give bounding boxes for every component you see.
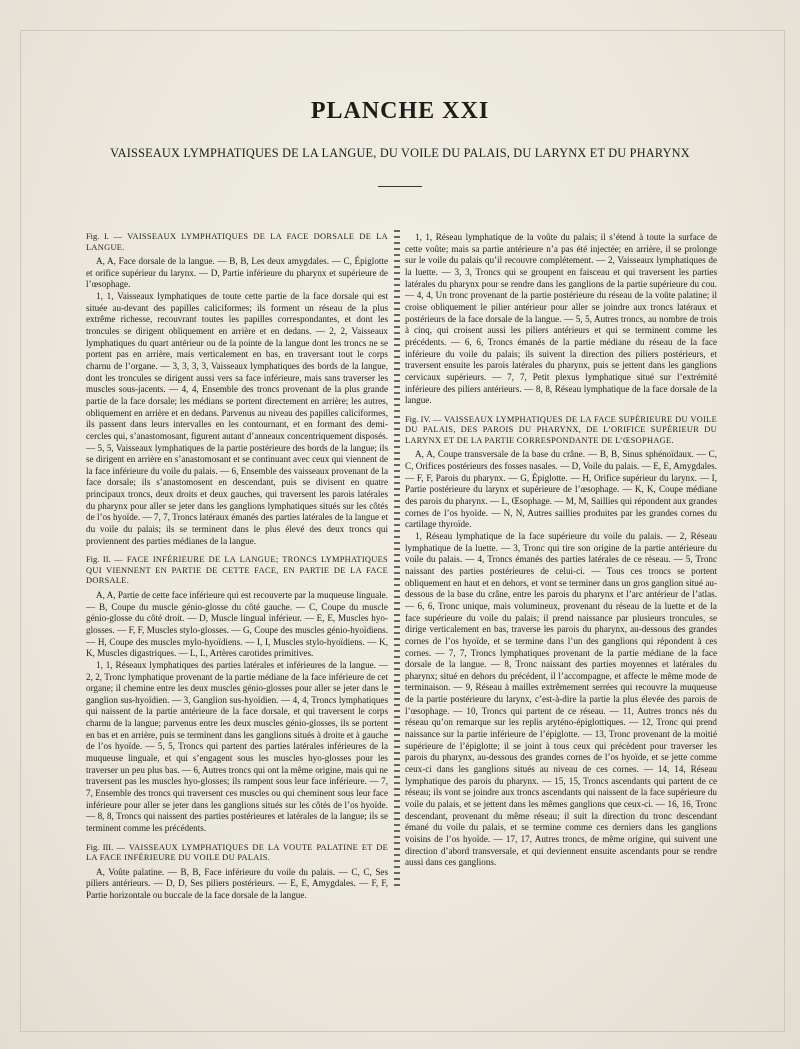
fig2-legend-letters: A, A, Partie de cette face inférieure qui est recouverte par la muqueuse linguale. — B, Coupe du muscle génio-glosse du côté gauche. — C, Coupe du muscle génio-glosse du côté droit. — D, Muscle lingual inférieur. — E, E, Muscles hyo-glosses. — F, F, Muscles stylo-glosses. — G, Coupe des muscles génio-hyoïdiens. — H, Coupe des muscles mylo-hyoïdiens. — I, I, Muscles stylo-hyoïdiens. — K, K, Muscles digastriques. — L, L, Artères carotides primitives.: [86, 589, 388, 659]
fig4-heading: [405, 415, 717, 447]
column-divider: [394, 230, 400, 890]
fig3-caption: — VAISSEAUX LYMPHATIQUES DE LA VOUTE PALATINE ET DE LA FACE INFÉRIEURE DU VOILE DU PALAIS.: [86, 842, 389, 863]
fig3-heading: [86, 843, 388, 864]
plate-title: PLANCHE XXI: [310, 98, 490, 124]
fig1-legend-numbers: 1, 1, Vaisseaux lymphatiques de toute cette partie de la face dorsale qui est située au-devant des papilles caliciformes; ils forment un réseau de la plus extrême richesse, recouvrant toutes les papilles correspondantes, et dont les troncules se dirigent obliquement en arrière et en dedans. — 2, 2, Vaisseaux lymphatiques du quart antérieur ou de la pointe de la langue dont les troncs ne se portent pas en arrière, mais verticalement en bas, en traversant tout le corps charnu de l’organe. — 3, 3, 3, 3, Vaisseaux lymphatiques des bords de la langue, dont les troncules se dirigent aussi vers sa face inférieure, mais sans traverser les muscles sous-jacents. — 4, 4, Ensemble des troncs provenant de la plus grande partie de la face dorsale; les médians se portent directement en arrière; les autres, obliquement en arrière et en dedans. Parvenus au niveau des papilles caliciformes, ils passent dans leurs intervalles en les contournant, et en formant des demi-cercles qui, s’anastomosant, figurent autant d’anneaux concentriquement disposés. — 5, 5, Vaisseaux lymphatiques de la partie postérieure des bords de la langue; ils se dirigent en arrière en s’anastomosant et se continuant avec ceux qui viennent de la face inférieure du voile du palais. — 6, Ensemble des vaisseaux provenant de la face dorsale; ils s’anastomosent en descendant, puis se divisent en quatre principaux troncs, deux droits et deux gauches, qui traversent les parois latérales du pharynx pour aller se jeter dans les ganglions lymphatiques situés sur les côtés de l’os hyoïde. — 7, 7, Troncs latéraux émanés des parties latérales de la langue et du voile du palais; ils se terminent dans le plus élevé des deux troncs qui proviennent des parties médianes de la langue.: [86, 290, 388, 546]
fig4-caption: — VAISSEAUX LYMPHATIQUES DE LA FACE SUPÉRIEURE DU VOILE DU PALAIS, DES PAROIS DU PHARYNX, DE L’ORIFICE SUPÉRIEUR DU LARYNX ET DE LA PARTIE CORRESPONDANTE DE L’ŒSOPHAGE.: [405, 414, 718, 445]
fig4-legend-letters: A, A, Coupe transversale de la base du crâne. — B, B, Sinus sphénoïdaux. — C, C, Orifices postérieurs des fosses nasales. — D, Voile du palais. — E, E, Amygdales. — F, F, Parois du pharynx. — G, Épiglotte. — H, Orifice supérieur du larynx. — I, Partie postérieure du larynx et supérieure de l’œsophage. — K, K, Coupe médiane des parois du pharynx. — L, Œsophage. — M, M, Saillies qui répondent aux grandes cornes de l’os hyoïde. — N, N, Autres saillies produites par les grandes cornes du cartilage thyroïde.: [405, 449, 717, 530]
fig1-heading: [86, 232, 388, 253]
fig2-legend-numbers: 1, 1, Réseaux lymphatiques des parties latérales et inférieures de la langue. — 2, 2, Tronc lymphatique provenant de la partie médiane de la face inférieure de cet organe; il chemine entre les deux muscles génio-glosses pour aller se jeter dans le ganglion sus-hyoïdien. — 3, Ganglion sus-hyoïdien. — 4, 4, Troncs lymphatiques qui naissent de la partie antérieure de la face dorsale, et qui traversent le corps charnu de la langue; parvenus entre les deux muscles génio-glosses, ils se portent en bas et en arrière, puis se terminent dans les ganglions situés à droite et à gauche de l’os hyoïde. — 5, 5, Troncs qui partent des parties latérales inférieures de la muqueuse linguale, et qui s’engagent sous les muscles hyo-glosses pour les traverser un peu plus bas. — 6, Autres troncs qui ont la même origine, mais qui ne traversent pas les muscles hyo-glosses; ils rampent sous leur face inférieure. — 7, 7, Ensemble des troncs qui traversent ces muscles ou qui cheminent sous leur face inférieure pour aller se jeter dans les ganglions situés sur les côtés de l’os hyoïde. — 8, 8, Troncs qui naissent des parties postérieures et latérales de la langue; ils se terminent comme les précédents.: [86, 659, 388, 834]
fig1-caption: — VAISSEAUX LYMPHATIQUES DE LA FACE DORSALE DE LA LANGUE.: [86, 232, 388, 252]
left-column: [86, 232, 388, 902]
fig4-label: Fig. IV.: [405, 414, 431, 424]
fig2-heading: [86, 555, 388, 587]
fig3-legend-numbers: 1, 1, Réseau lymphatique de la voûte du palais; il s’étend à toute la surface de cette voûte; mais sa partie antérieure n’a pas été injectée; en arrière, il se prolonge sur le voile du palais qu’il recouvre complétement. — 2, Vaisseaux lymphatiques de la luette. — 3, 3, Troncs qui se groupent en faisceau et qui traversent les parties latérales du pharynx pour se rendre dans les ganglions de la partie supérieure du cou. — 4, 4, Un tronc provenant de la partie postérieure du réseau de la voûte palatine; il croise obliquement le pilier antérieur pour aller se joindre aux troncs latéraux et postérieurs de la face dorsale de la langue. — 5, 5, Autres troncs, au nombre de trois à cinq, qui croisent aussi les piliers antérieurs et qui se terminent comme les précédents. — 6, 6, Troncs émanés de la partie médiane du réseau de la face inférieure du voile du palais; ils suivent la direction des piliers postérieurs, et traversent ensuite les parois latérales du pharynx, puis se jettent dans les ganglions cervicaux supérieurs. — 7, 7, Petit plexus lymphatique situé sur l’extrémité inférieure des piliers antérieurs. — 8, 8, Réseau lymphatique de la face dorsale de la langue.: [405, 232, 717, 406]
fig3-legend-letters: A, Voûte palatine. — B, B, Face inférieure du voile du palais. — C, C, Ses piliers antérieurs. — D, D, Ses piliers postérieurs. — E, E, Amygdales. — F, F, Partie horizontale ou buccale de la face dorsale de la langue.: [86, 866, 388, 900]
right-column: [405, 232, 717, 869]
plate-subtitle: VAISSEAUX LYMPHATIQUES DE LA LANGUE, DU VOILE DU PALAIS, DU LARYNX ET DU PHARYNX: [110, 146, 690, 160]
fig2-caption: — FACE INFÉRIEURE DE LA LANGUE; TRONCS LYMPHATIQUES QUI VIENNENT EN PARTIE DE CETTE FACE, EN PARTIE DE LA FACE DORSALE.: [86, 555, 389, 586]
fig4-legend-numbers: 1, Réseau lymphatique de la face supérieure du voile du palais. — 2, Réseau lymphatique de la luette. — 3, Tronc qui tire son origine de la partie antérieure du voile du palais. — 4, Troncs émanés des parties latérales de ce réseau. — 5, Tronc naissant des parties postérieures de celui-ci. — Tous ces troncs se portent obliquement en haut et en dehors, et vont se terminer dans un gros ganglion situé au-dessous de la base du crâne, entre les parois du pharynx et l’arc antérieur de l’atlas. — 6, 6, Tronc unique, mais volumineux, provenant du réseau de la luette et de la face supérieure du voile du palais; il prend naissance par plusieurs troncules, se dirige verticalement en bas, traverse les parois du pharynx, au-dessous des grandes cornes de l’os hyoïde, et se termine dans l’un des ganglions qui répondent à ces cornes. — 7, 7, Troncs lymphatiques provenant de la partie médiane de la face dorsale de la langue. — 8, Tronc naissant des parties moyennes et latérales du pharynx; situé en dehors du précédent, il l’accompagne, et affecte le même mode de terminaison. — 9, Réseau à mailles extrêmement serrées qui recouvre la muqueuse de la partie postérieure du larynx, c’est-à-dire la partie la plus élevée des parois de l’œsophage. — 10, Troncs qui partent de ce réseau. — 11, Autres troncs nés du réseau qu’on remarque sur les replis aryténo-épiglottiques. — 12, Tronc qui prend naissance sur la partie inférieure de l’épiglotte. — 13, Tronc provenant de la moitié supérieure de l’épiglotte; il se joint à tous ceux qui précèdent pour traverser les parois du pharynx, au-dessous des grandes cornes de l’os hyoïde, et se jette comme ceux-ci dans les ganglions situés au niveau de ces cornes. — 14, 14, Réseau lymphatique des parois du pharynx. — 15, 15, Troncs ascendants qui partent de ce réseau; ils vont se joindre aux troncs ascendants qui naissent de la face supérieure du voile du palais, et se jettent dans les mêmes ganglions que ceux-ci. — 16, 16, Tronc descendant, provenant du même réseau; il suit la direction du tronc descendant émané du voile du palais, et se termine comme ces derniers dans les ganglions voisins de l’os hyoïde. — 17, 17, Autres troncs, de même origine, qui suivent une direction d’abord transversale, et qui deviennent ensuite ascendants pour se rendre aussi dans ces ganglions.: [405, 530, 717, 868]
fig1-legend-letters: A, A, Face dorsale de la langue. — B, B, Les deux amygdales. — C, Épiglotte et orifice supérieur du larynx. — D, Partie inférieure du pharynx et supérieure de l’œsophage.: [86, 256, 388, 290]
fig1-label: Fig. I.: [86, 232, 109, 241]
fig3-label: Fig. III.: [86, 842, 114, 852]
fig2-label: Fig. II.: [86, 555, 111, 565]
title-rule: [378, 186, 422, 187]
